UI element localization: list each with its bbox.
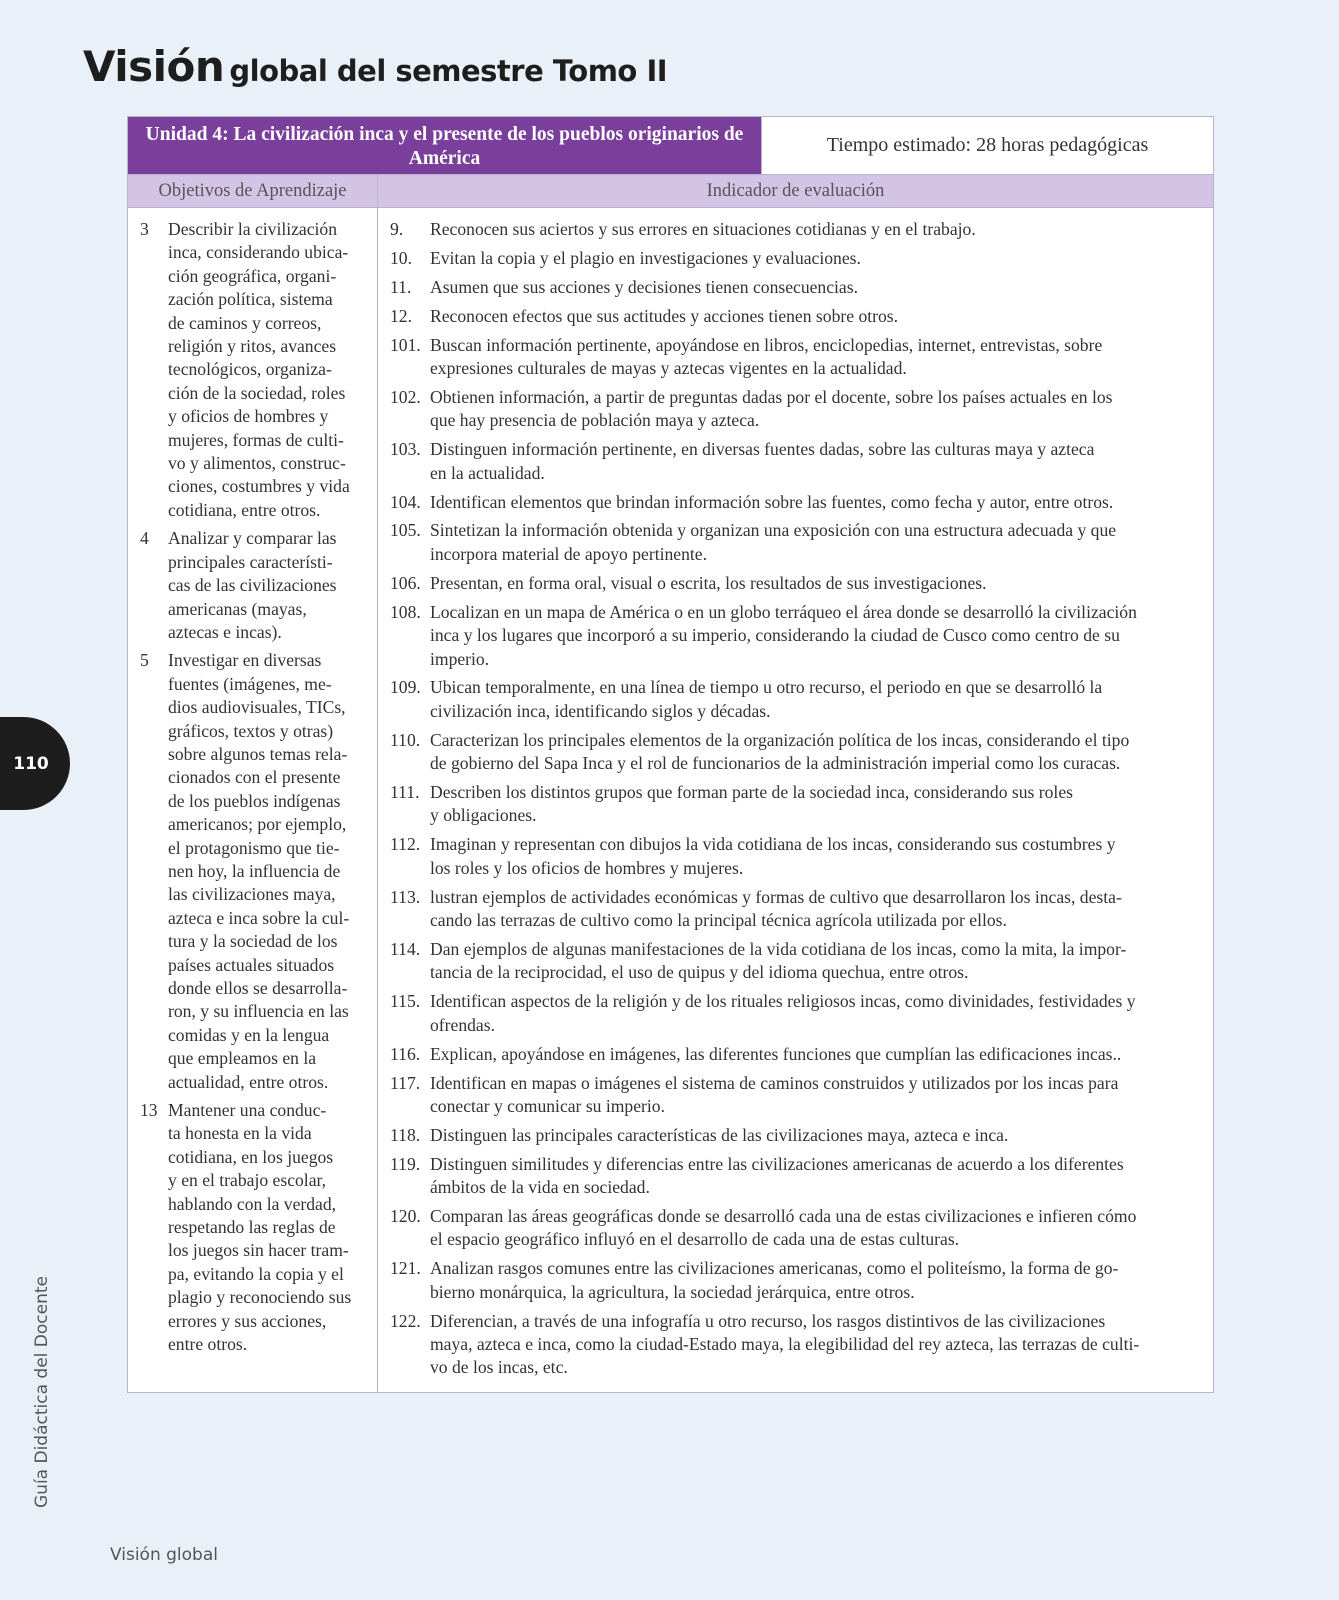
indicator-item: [390, 781, 1205, 828]
indicator-item: [390, 276, 1205, 299]
indicator-number: 110.: [390, 729, 421, 750]
objective-text: Analizar y comparar las principales característi- cas de las civilizaciones americanas (mayas, aztecas e incas).: [168, 528, 337, 642]
indicator-text: Caracterizan los principales elementos de la organización política de los incas, considerando el tipo de gobierno del Sapa Inca y el rol de funcionarios de la administración imperial como los curacas.: [430, 729, 1130, 774]
objective-item: [140, 649, 377, 1094]
indicator-text: Localizan en un mapa de América o en un globo terráqueo el área donde se desarrolló la civilización inca y los lugares que incorporó a su imperio, considerando la ciudad de Cusco como centro de su imperio.: [430, 601, 1137, 669]
unit-table: [127, 116, 1214, 1393]
indicator-number: 114.: [390, 938, 421, 959]
indicator-number: 113.: [390, 886, 421, 907]
indicator-item: [390, 990, 1205, 1037]
page-title-rest: global del semestre Tomo II: [229, 54, 668, 88]
indicator-number: 102.: [390, 386, 421, 407]
indicator-text: Imaginan y representan con dibujos la vida cotidiana de los incas, considerando sus costumbres y los roles y los oficios de hombres y mujeres.: [430, 834, 1116, 878]
indicator-item: [390, 386, 1205, 433]
indicator-text: lustran ejemplos de actividades económicas y formas de cultivo que desarrollaron los incas, desta- cando las terrazas de cultivo como la principal técnica agrícola utilizada por ellos.: [430, 886, 1122, 931]
indicator-item: [390, 519, 1205, 566]
objective-text: Investigar en diversas fuentes (imágenes, me- dios audiovisuales, TICs, gráficos, textos y otras) sobre algunos temas rela- cionados con el presente de los pueblos indígenas americanos; por ejemplo, el protagonismo que tie- nen hoy, la influencia de las civilizaciones maya, azteca e inca sobre la cul- tura y la sociedad de los países actuales situados donde ellos se desarrolla- ron, y su influencia en las comidas y en la lengua que empleamos en la actualidad, entre otros.: [168, 650, 350, 1092]
objectives-list: [128, 208, 378, 1393]
indicator-number: 106.: [390, 572, 421, 593]
objective-text: Describir la civilización inca, considerando ubica- ción geográfica, organi- zación política, sistema de caminos y correos, religión y ritos, avances tecnológicos, organiza- ción de la sociedad, roles y oficios de hombres y mujeres, formas de culti- vo y alimentos, construc- ciones, costumbres y vida cotidiana, entre otros.: [168, 219, 350, 520]
indicator-text: Comparan las áreas geográficas donde se desarrolló cada una de estas civilizaciones e infieren cómo el espacio geográfico influyó en el desarrollo de cada una de estas culturas.: [430, 1206, 1137, 1250]
indicator-number: 108.: [390, 601, 421, 622]
indicator-text: Reconocen efectos que sus actitudes y acciones tienen sobre otros.: [430, 305, 899, 326]
indicator-text: Obtienen información, a partir de preguntas dadas por el docente, sobre los países actuales en los que hay presencia de población maya y azteca.: [430, 386, 1113, 431]
indicator-number: 116.: [390, 1043, 421, 1064]
objective-number: 4: [140, 528, 149, 549]
objective-text: Mantener una conduc- ta honesta en la vida cotidiana, en los juegos y en el trabajo escolar, hablando con la verdad, respetando las reglas de los juegos sin hacer tram- pa, evitando la copia y el plagio y reconociendo sus errores y sus acciones, entre otros.: [168, 1100, 352, 1355]
indicator-number: 10.: [390, 247, 412, 268]
page-title-main: Visión: [83, 42, 225, 91]
objective-item: [140, 527, 377, 644]
indicator-text: Asumen que sus acciones y decisiones tienen consecuencias.: [430, 276, 858, 297]
time-estimate: Tiempo estimado: 28 horas pedagógicas: [762, 117, 1214, 175]
indicator-item: [390, 1072, 1205, 1119]
page-title: [83, 42, 667, 91]
indicator-item: [390, 1153, 1205, 1200]
indicator-item: [390, 334, 1205, 381]
indicator-item: [390, 676, 1205, 723]
indicator-text: Identifican aspectos de la religión y de los rituales religiosos incas, como divinidades, festividades y ofrendas.: [430, 991, 1136, 1035]
footer-label: Visión global: [110, 1545, 218, 1565]
page-number: 110: [13, 753, 49, 774]
indicator-item: [390, 886, 1205, 933]
indicators-header: Indicador de evaluación: [378, 175, 1214, 208]
indicator-text: Diferencian, a través de una infografía u otro recurso, los rasgos distintivos de las civilizaciones maya, azteca e inca, como la ciudad-Estado maya, la elegibilidad del rey azteca, las terrazas de culti- vo de los incas, etc.: [430, 1310, 1140, 1378]
indicator-item: [390, 247, 1205, 270]
indicator-item: [390, 601, 1205, 671]
page-number-tab: [0, 717, 70, 810]
objective-number: 5: [140, 650, 149, 671]
indicator-item: [390, 833, 1205, 880]
indicator-text: Explican, apoyándose en imágenes, las diferentes funciones que cumplían las edificaciones incas..: [430, 1043, 1122, 1064]
indicator-number: 119.: [390, 1153, 421, 1174]
objective-item: [140, 1099, 377, 1356]
indicator-item: [390, 1043, 1205, 1066]
indicator-item: [390, 1124, 1205, 1147]
indicator-text: Identifican en mapas o imágenes el sistema de caminos construidos y utilizados por los incas para conectar y comunicar su imperio.: [430, 1072, 1119, 1116]
indicators-list: [378, 208, 1214, 1393]
indicator-text: Distinguen similitudes y diferencias entre las civilizaciones americanas de acuerdo a los diferentes ámbitos de la vida en sociedad.: [430, 1153, 1124, 1198]
indicator-item: [390, 218, 1205, 241]
indicator-number: 122.: [390, 1310, 421, 1331]
indicator-item: [390, 438, 1205, 485]
objective-item: [140, 218, 377, 522]
indicator-item: [390, 572, 1205, 595]
indicator-number: 117.: [390, 1072, 421, 1093]
indicator-number: 115.: [390, 991, 421, 1012]
indicator-text: Analizan rasgos comunes entre las civilizaciones americanas, como el politeísmo, la forma de go- bierno monárquica, la agricultura, la sociedad jerárquica, entre otros.: [430, 1258, 1119, 1302]
indicator-number: 101.: [390, 334, 421, 355]
indicator-item: [390, 305, 1205, 328]
indicator-item: [390, 729, 1205, 776]
indicator-number: 103.: [390, 439, 421, 460]
unit-title: Unidad 4: La civilización inca y el presente de los pueblos originarios de América: [128, 117, 762, 175]
indicator-number: 109.: [390, 677, 421, 698]
objectives-header: Objetivos de Aprendizaje: [128, 175, 378, 208]
indicator-text: Identifican elementos que brindan información sobre las fuentes, como fecha y autor, entre otros.: [430, 491, 1114, 512]
indicator-text: Presentan, en forma oral, visual o escrita, los resultados de sus investigaciones.: [430, 572, 987, 593]
indicator-item: [390, 938, 1205, 985]
indicator-text: Buscan información pertinente, apoyándose en libros, enciclopedias, internet, entrevistas, sobre expresiones culturales de mayas y aztecas vigentes en la actualidad.: [430, 334, 1103, 379]
indicator-number: 121.: [390, 1258, 421, 1279]
indicator-text: Sintetizan la información obtenida y organizan una exposición con una estructura adecuada y que incorpora material de apoyo pertinente.: [430, 520, 1117, 564]
indicator-number: 112.: [390, 834, 421, 855]
indicator-number: 104.: [390, 491, 421, 512]
objective-number: 3: [140, 219, 149, 239]
indicator-text: Dan ejemplos de algunas manifestaciones de la vida cotidiana de los incas, como la mita, la impor- tancia de la reciprocidad, el uso de quipus y del idioma quechua, entre otros.: [430, 938, 1127, 983]
indicator-number: 11.: [390, 276, 412, 297]
indicator-text: Describen los distintos grupos que forman parte de la sociedad inca, considerando sus roles y obligaciones.: [430, 782, 1073, 826]
indicator-number: 12.: [390, 305, 412, 326]
indicator-number: 9.: [390, 219, 404, 239]
indicator-item: [390, 1257, 1205, 1304]
indicator-text: Reconocen sus aciertos y sus errores en situaciones cotidianas y en el trabajo.: [430, 219, 976, 239]
indicator-text: Ubican temporalmente, en una línea de tiempo u otro recurso, el periodo en que se desarrolló la civilización inca, identificando siglos y décadas.: [430, 677, 1103, 721]
indicator-text: Distinguen las principales características de las civilizaciones maya, azteca e inca.: [430, 1124, 1009, 1145]
indicator-item: [390, 491, 1205, 514]
objective-number: 13: [140, 1100, 158, 1121]
indicator-text: Distinguen información pertinente, en diversas fuentes dadas, sobre las culturas maya y azteca en la actualidad.: [430, 439, 1095, 483]
indicator-number: 118.: [390, 1124, 421, 1145]
indicator-item: [390, 1205, 1205, 1252]
indicator-item: [390, 1310, 1205, 1380]
indicator-number: 120.: [390, 1206, 421, 1227]
side-label: Guía Didáctica del Docente: [32, 1276, 52, 1508]
indicator-number: 105.: [390, 520, 421, 541]
indicator-number: 111.: [390, 782, 420, 803]
indicator-text: Evitan la copia y el plagio en investigaciones y evaluaciones.: [430, 247, 861, 268]
